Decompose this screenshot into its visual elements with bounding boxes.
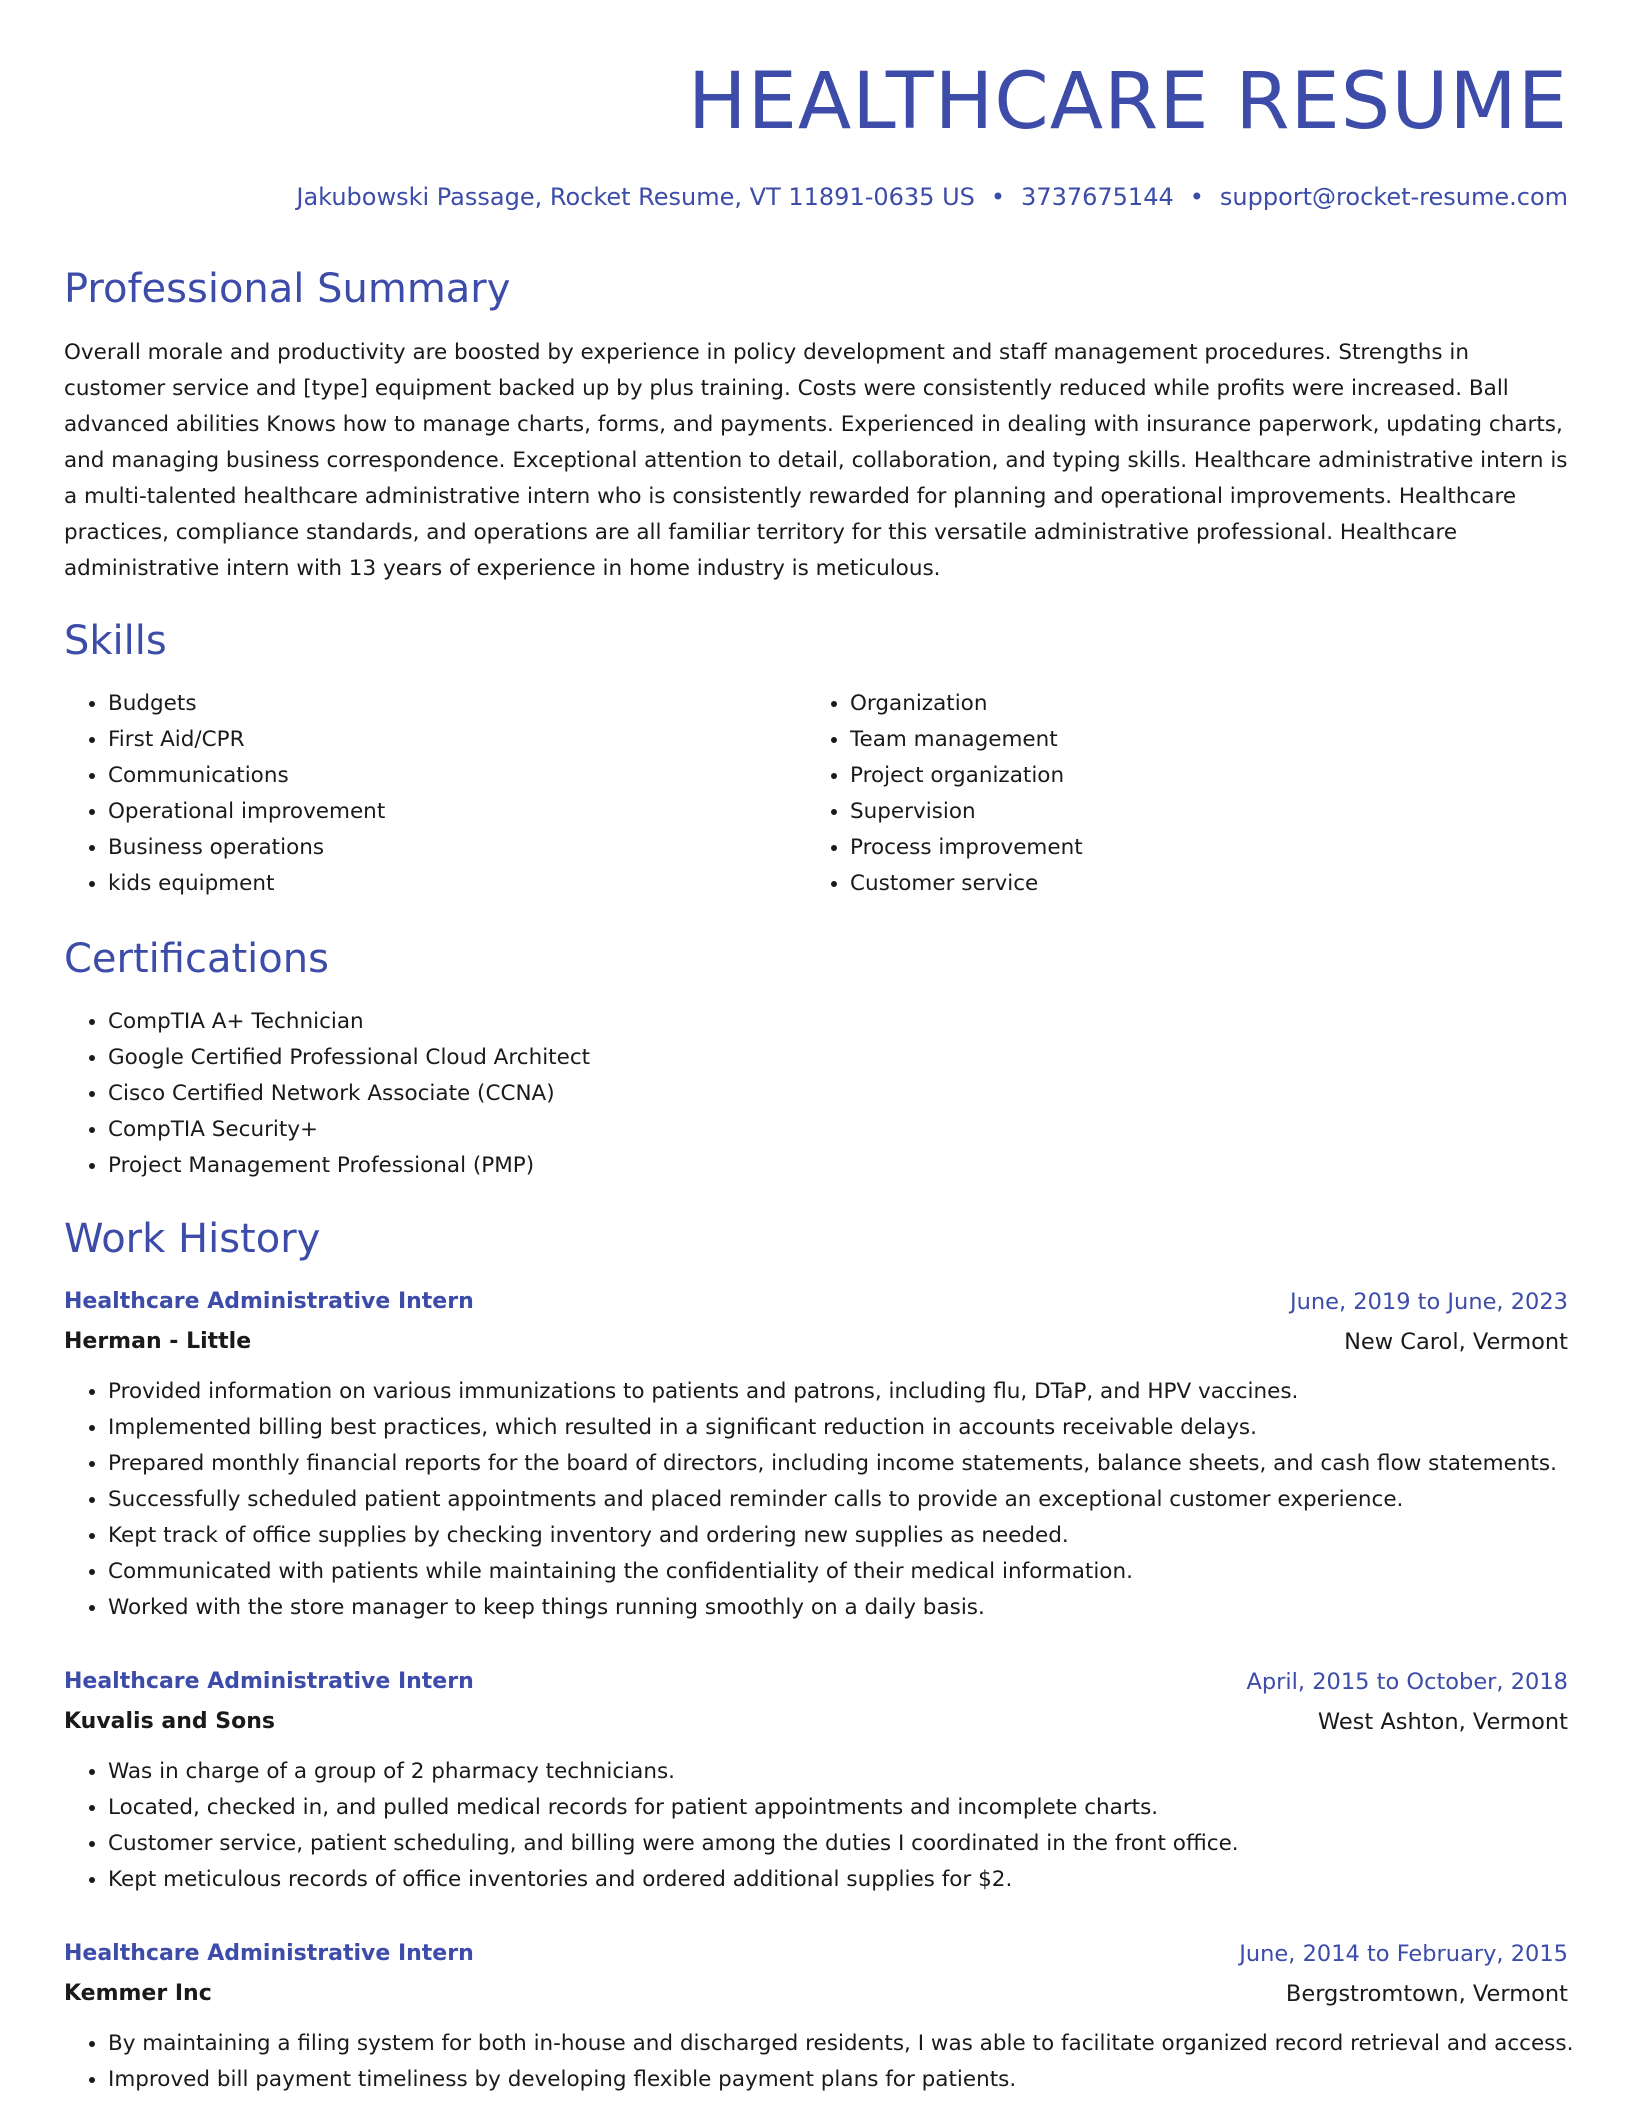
skill-item: • Budgets — [108, 686, 385, 722]
job-location: New Carol, Vermont — [1344, 1329, 1568, 1355]
job-company-row — [64, 1322, 1568, 1362]
skill-item: • Customer service — [850, 866, 1083, 902]
skill-item: • First Aid/CPR — [108, 722, 385, 758]
contact-separator: • — [1189, 183, 1204, 211]
job-title: Healthcare Administrative Intern — [64, 1669, 474, 1694]
skills-list-right — [806, 686, 1083, 902]
contact-email: support@rocket-resume.com — [1219, 183, 1568, 211]
job-location: Bergstromtown, Vermont — [1285, 1981, 1568, 2007]
job-duty-item: • Customer service, patient scheduling, and billing were among the duties I coordinated in the front office. — [108, 1826, 1568, 1862]
skill-item: • Process improvement — [850, 830, 1083, 866]
job-company: Kuvalis and Sons — [64, 1709, 275, 1734]
summary-heading: Professional Summary — [64, 266, 511, 312]
contact-line — [296, 180, 1568, 214]
contact-separator: • — [990, 183, 1006, 211]
job-duty-item: • Worked with the store manager to keep things running smoothly on a daily basis. — [108, 1590, 1568, 1626]
job-duty-item: • Successfully scheduled patient appointments and placed reminder calls to provide an exceptional customer experience. — [108, 1482, 1568, 1518]
job-entry — [64, 1934, 1574, 2098]
job-duties-list — [64, 1374, 1568, 1626]
certification-item: • CompTIA Security+ — [108, 1112, 590, 1148]
summary-text: Overall morale and productivity are boosted by experience in policy development and staff management procedures. Strengths in customer service and [type] equipment backed up by plus training. Costs were consistently reduced while profits were increased. Ball advanced abilities Knows how to manage charts, forms, and payments. Experienced in dealing with insurance paperwork, updating charts, and managing business correspondence. Exceptional attention to detail, collaboration, and typing skills. Healthcare administrative intern is a multi-talented healthcare administrative intern who is consistently rewarded for planning and operational improvements. Healthcare practices, compliance standards, and operations are all familiar territory for this versatile administrative professional. Healthcare administrative intern with 13 years of experience in home industry is meticulous. — [64, 340, 1568, 581]
job-company: Kemmer Inc — [64, 1981, 212, 2006]
job-title: Healthcare Administrative Intern — [64, 1289, 474, 1314]
job-duty-item: • Was in charge of a group of 2 pharmacy technicians. — [108, 1754, 1568, 1790]
job-duties-list — [64, 1754, 1568, 1898]
job-dates: June, 2019 to June, 2023 — [1289, 1289, 1568, 1315]
job-dates: April, 2015 to October, 2018 — [1246, 1669, 1568, 1695]
job-duty-item: • By maintaining a filing system for both in-house and discharged residents, I was able to facilitate organized record retrieval and access. — [108, 2026, 1568, 2062]
certification-item: • CompTIA A+ Technician — [108, 1004, 590, 1040]
skill-item: • Team management — [850, 722, 1083, 758]
certifications-list — [64, 1004, 590, 1184]
job-header-row — [64, 1282, 1568, 1322]
skills-list-left — [64, 686, 385, 902]
job-duty-item: • Located, checked in, and pulled medical records for patient appointments and incomplete charts. — [108, 1790, 1568, 1826]
skill-item: • Supervision — [850, 794, 1083, 830]
job-duty-item: • Prepared monthly financial reports for the board of directors, including income statements, balance sheets, and cash flow statements. — [108, 1446, 1568, 1482]
skill-item: • Organization — [850, 686, 1083, 722]
job-duties-list — [64, 2026, 1574, 2098]
job-duty-item: • Provided information on various immunizations to patients and patrons, including flu, DTaP, and HPV vaccines. — [108, 1374, 1568, 1410]
job-header-row — [64, 1662, 1568, 1702]
certification-item: • Project Management Professional (PMP) — [108, 1148, 590, 1184]
job-title: Healthcare Administrative Intern — [64, 1941, 474, 1966]
contact-phone: 3737675144 — [1021, 183, 1174, 211]
job-location: West Ashton, Vermont — [1317, 1709, 1568, 1735]
skill-item: • kids equipment — [108, 866, 385, 902]
job-company: Herman - Little — [64, 1329, 252, 1354]
job-company-row — [64, 1702, 1568, 1742]
skill-item: • Project organization — [850, 758, 1083, 794]
certifications-heading: Certifications — [64, 936, 329, 982]
job-duty-item: • Kept track of office supplies by checking inventory and ordering new supplies as needed. — [108, 1518, 1568, 1554]
job-duty-item: • Kept meticulous records of office inventories and ordered additional supplies for $2. — [108, 1862, 1568, 1898]
job-entry — [64, 1662, 1568, 1898]
skill-item: • Operational improvement — [108, 794, 385, 830]
job-company-row — [64, 1974, 1568, 2014]
resume-title: HEALTHCARE RESUME — [687, 57, 1568, 147]
job-duty-item: • Implemented billing best practices, which resulted in a significant reduction in accounts receivable delays. — [108, 1410, 1568, 1446]
job-header-row — [64, 1934, 1568, 1974]
job-entry — [64, 1282, 1568, 1626]
contact-address: Jakubowski Passage, Rocket Resume, VT 11891-0635 US — [296, 183, 975, 211]
certification-item: • Cisco Certified Network Associate (CCNA) — [108, 1076, 590, 1112]
work-history-heading: Work History — [64, 1216, 321, 1262]
job-duty-item: • Communicated with patients while maintaining the confidentiality of their medical information. — [108, 1554, 1568, 1590]
job-dates: June, 2014 to February, 2015 — [1239, 1941, 1568, 1967]
skills-heading: Skills — [64, 618, 167, 664]
certification-item: • Google Certified Professional Cloud Architect — [108, 1040, 590, 1076]
skill-item: • Communications — [108, 758, 385, 794]
job-duty-item: • Improved bill payment timeliness by developing flexible payment plans for patients. — [108, 2062, 1568, 2098]
skill-item: • Business operations — [108, 830, 385, 866]
